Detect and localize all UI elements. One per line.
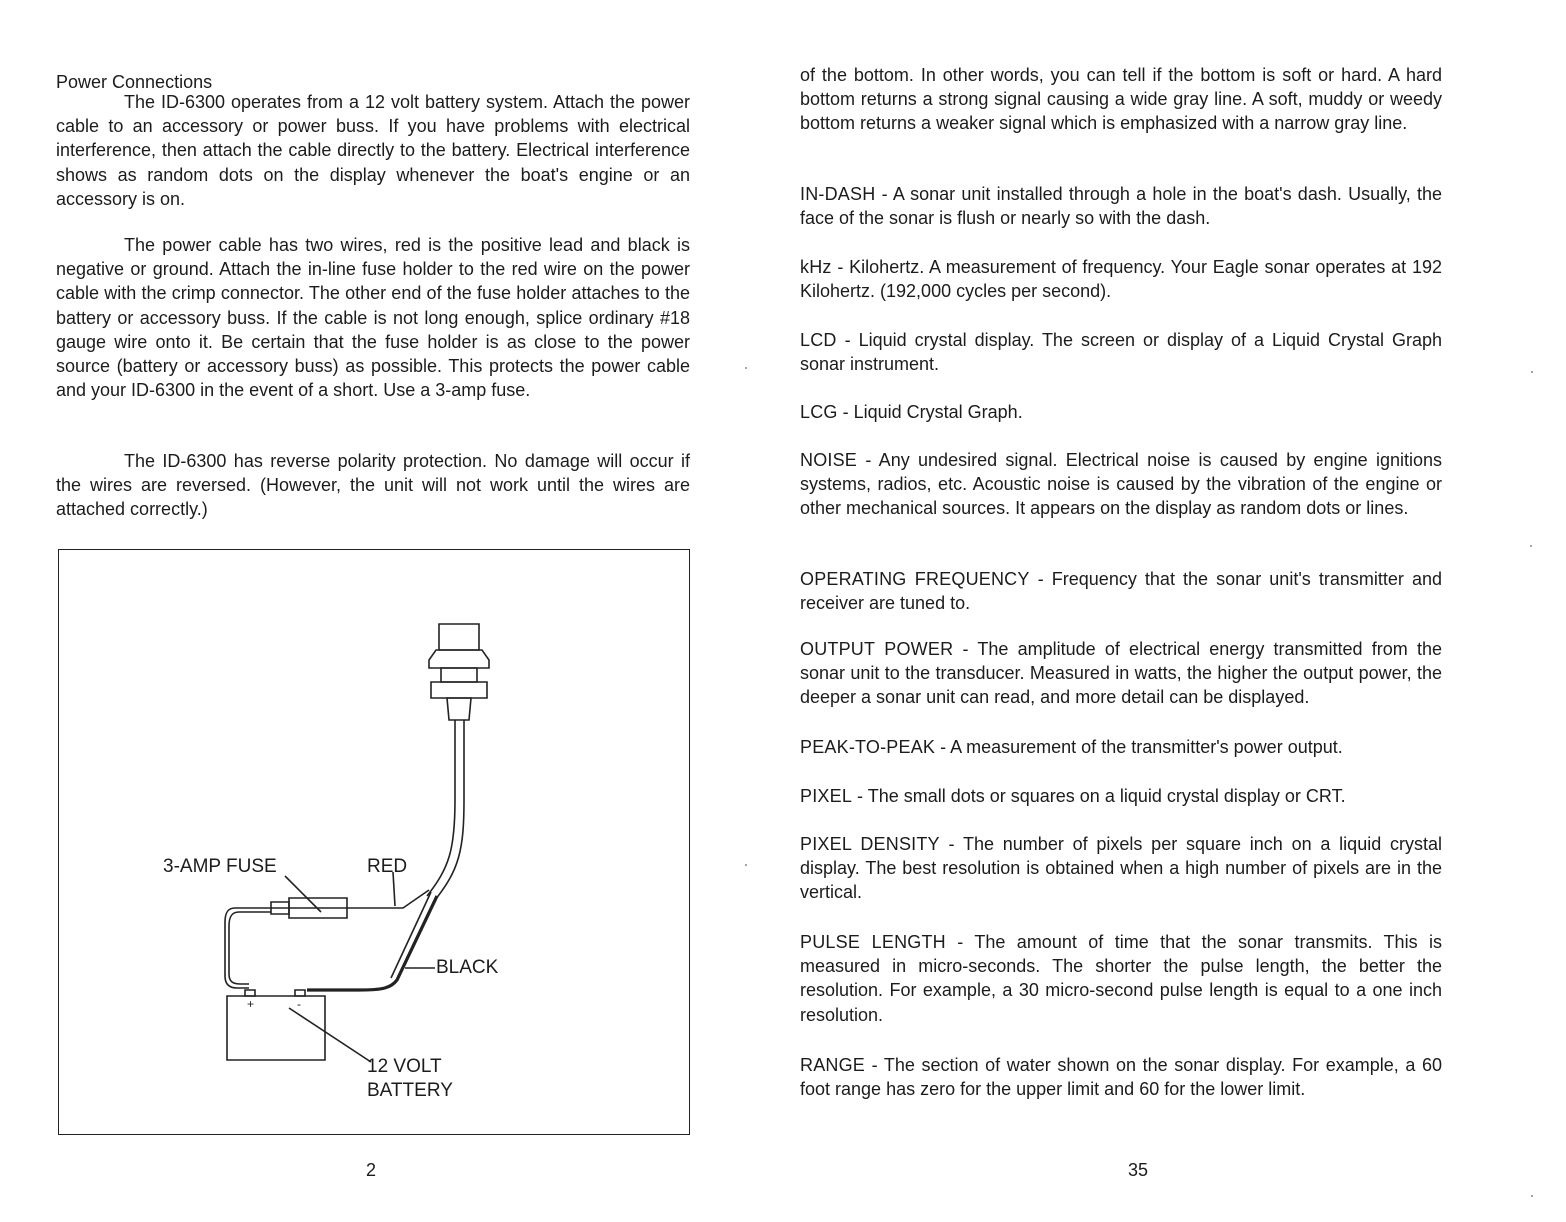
- entry-term: OPERATING FREQUENCY: [800, 569, 1030, 589]
- battery-terminal: [245, 990, 255, 996]
- glossary-entry-in-dash: [800, 182, 1442, 230]
- glossary-entry-khz: [800, 255, 1442, 303]
- battery-body: [227, 996, 325, 1060]
- scan-speck: [1531, 371, 1533, 373]
- terminal-minus: -: [297, 997, 301, 1011]
- glossary-entry-operating-frequency: [800, 567, 1442, 615]
- entry-definition: - Liquid Crystal Graph.: [837, 402, 1023, 422]
- black-wire-edge: [391, 892, 431, 978]
- right-page: [783, 0, 1566, 1222]
- entry-term: PEAK-TO-PEAK: [800, 737, 936, 757]
- entry-term: PULSE LENGTH: [800, 932, 946, 952]
- entry-term: kHz: [800, 257, 832, 277]
- cable-sheath: [435, 720, 464, 900]
- paragraph-text: The power cable has two wires, red is the positive lead and black is negative or ground. Attach the in-line fuse holder to the red wire on the power cable with the crimp connector. The other end of the fuse holder attaches to the battery or accessory buss. If the cable is not long enough, splice ordinary #18 gauge wire onto it. Be certain that the fuse holder is as close to the power source (battery or accessory buss) as possible. This protects the power cable and your ID-6300 in the event of a short. Use a 3-amp fuse.: [56, 235, 690, 401]
- entry-definition: - The section of water shown on the sonar display. For example, a 60 foot range has zero for the upper limit and 60 for the lower limit.: [800, 1055, 1442, 1100]
- entry-term: OUTPUT POWER: [800, 639, 954, 659]
- entry-term: RANGE: [800, 1055, 866, 1075]
- entry-definition: - The number of pixels per square inch on a liquid crystal display. The best resolution is obtained when a high number of pixels are in the vertical.: [800, 834, 1442, 903]
- wiring-diagram-drawing: [59, 550, 691, 1136]
- connector-cap: [439, 624, 479, 650]
- wiring-diagram: [58, 549, 690, 1135]
- connector-tail: [447, 698, 471, 720]
- paragraph-power-source: [56, 90, 690, 211]
- entry-definition: - Kilohertz. A measurement of frequency. Your Eagle sonar operates at 192 Kilohertz. (192,000 cycles per second).: [800, 257, 1442, 302]
- label-battery-line2: BATTERY: [367, 1080, 453, 1101]
- label-battery-line1: 12 VOLT: [367, 1056, 442, 1077]
- scan-speck: [1530, 545, 1532, 547]
- glossary-entry-lcg: [800, 400, 1442, 424]
- paragraph-text: The ID-6300 operates from a 12 volt battery system. Attach the power cable to an accessory or power buss. If you have problems with electrical interference, then attach the cable directly to the battery. Electrical interference shows as random dots on the display whenever the boat's engine or an accessory is on.: [56, 92, 690, 209]
- glossary-entry-output-power: [800, 637, 1442, 710]
- glossary-entry-pulse-length: [800, 930, 1442, 1027]
- entry-definition: - Any undesired signal. Electrical noise is caused by engine ignitions systems, radios, etc. Acoustic noise is caused by the vibration of the engine or other mechanical sources. It appears on the display as random dots or lines.: [800, 450, 1442, 519]
- entry-definition: - The small dots or squares on a liquid crystal display or CRT.: [852, 786, 1346, 806]
- entry-term: NOISE: [800, 450, 858, 470]
- leader-fuse: [285, 876, 321, 912]
- glossary-entry-noise: [800, 448, 1442, 521]
- glossary-entry-continued: [800, 63, 1442, 136]
- entry-definition: of the bottom. In other words, you can tell if the bottom is soft or hard. A hard bottom returns a strong signal causing a wide gray line. A soft, muddy or weedy bottom returns a weaker signal which is emphasized with a narrow gray line.: [800, 65, 1442, 134]
- cable-sheath: [427, 720, 455, 896]
- entry-definition: - The amplitude of electrical energy transmitted from the sonar unit to the transducer. Measured in watts, the higher the output power, the deeper a sonar unit can read, and more detail can be displayed.: [800, 639, 1442, 708]
- paragraph-wiring: [56, 233, 690, 402]
- glossary-entry-range: [800, 1053, 1442, 1101]
- label-12-volt-battery: [367, 1055, 453, 1103]
- connector-collar: [431, 682, 487, 698]
- section-title: Power Connections: [56, 72, 213, 92]
- terminal-plus: +: [247, 997, 255, 1011]
- entry-term: IN-DASH: [800, 184, 876, 204]
- entry-definition: - A measurement of the transmitter's power output.: [935, 737, 1343, 757]
- scan-speck: [1531, 1195, 1533, 1197]
- black-wire: [307, 896, 437, 990]
- page-number-left: 2: [366, 1160, 377, 1180]
- label-3-amp-fuse: 3-AMP FUSE: [163, 856, 277, 877]
- entry-definition: - Liquid crystal display. The screen or display of a Liquid Crystal Graph sonar instrument.: [800, 330, 1442, 375]
- glossary-entry-pixel-density: [800, 832, 1442, 905]
- label-black: BLACK: [436, 957, 499, 978]
- leader-battery: [289, 1008, 371, 1062]
- connector-body: [429, 650, 489, 668]
- fuse-lead-wire: [229, 912, 271, 984]
- connector-neck: [441, 668, 477, 682]
- glossary-entry-pixel: [800, 784, 1442, 808]
- label-red: RED: [367, 856, 408, 877]
- paragraph-text: The ID-6300 has reverse polarity protection. No damage will occur if the wires are reversed. (However, the unit will not work until the wires are attached correctly.): [56, 451, 690, 520]
- entry-definition: - A sonar unit installed through a hole in the boat's dash. Usually, the face of the sonar is flush or nearly so with the dash.: [800, 184, 1442, 229]
- entry-term: LCG: [800, 402, 838, 422]
- entry-definition: - The amount of time that the sonar transmits. This is measured in micro-seconds. The shorter the pulse length, the better the resolution. For example, a 30 micro-second pulse length is equal to a one inch resolution.: [800, 932, 1442, 1025]
- scan-speck: [745, 864, 747, 866]
- red-wire: [271, 890, 429, 908]
- entry-definition: - Frequency that the sonar unit's transmitter and receiver are tuned to.: [800, 569, 1442, 614]
- glossary-entry-lcd: [800, 328, 1442, 376]
- entry-term: LCD: [800, 330, 837, 350]
- glossary-entry-peak-to-peak: [800, 735, 1442, 759]
- fuse-lead-wire: [225, 908, 271, 988]
- page-number-right: 35: [1128, 1160, 1149, 1180]
- paragraph-polarity: [56, 449, 690, 522]
- entry-term: PIXEL DENSITY: [800, 834, 940, 854]
- scan-speck: [745, 367, 747, 369]
- battery-terminal: [295, 990, 305, 996]
- entry-term: PIXEL: [800, 786, 853, 806]
